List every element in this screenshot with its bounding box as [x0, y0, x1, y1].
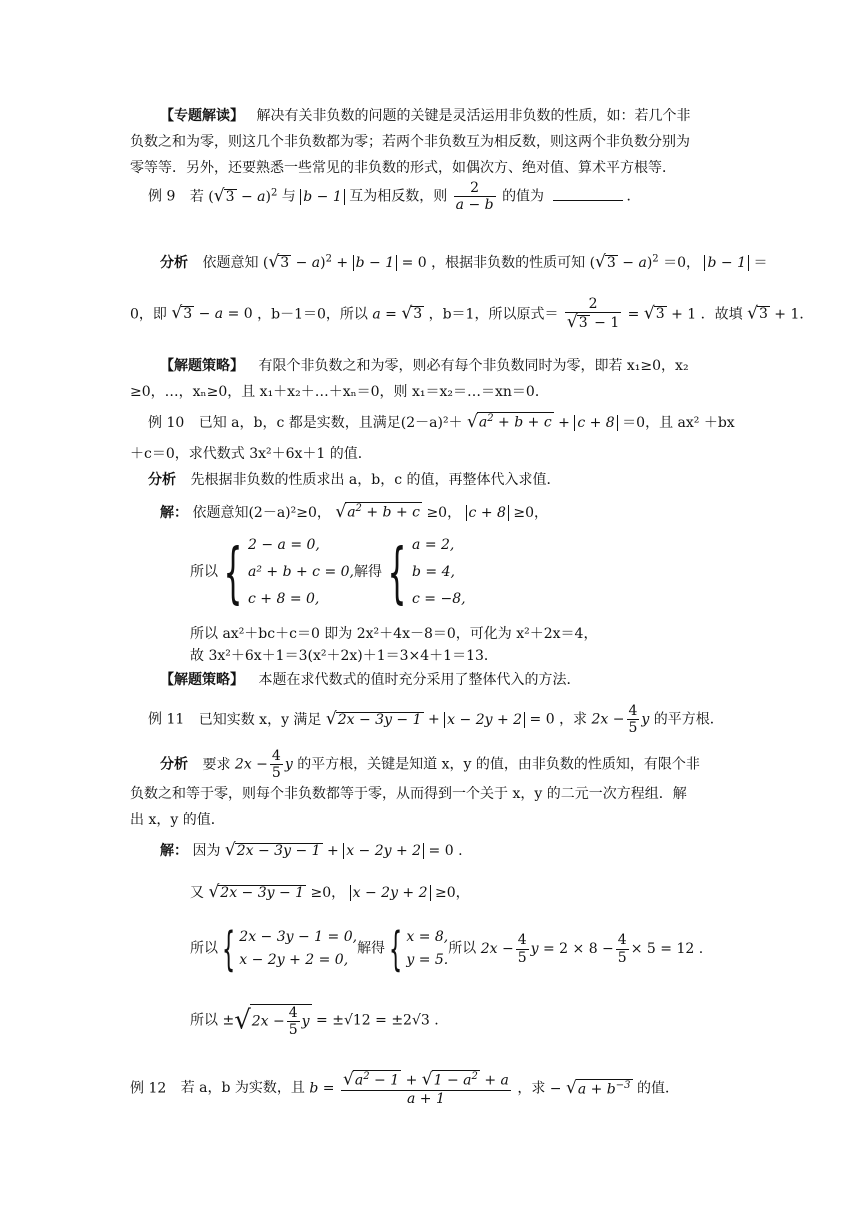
intro-line-3: 零等等．另外，还要熟悉一些常见的非负数的形式，如偶次方、绝对值、算术平方根等．	[130, 160, 676, 176]
solution-11-line-1: 解： 因为 √2x − 3y − 1 + x − 2y + 2 = 0 .	[160, 840, 463, 860]
example-label: 例 12	[130, 1080, 167, 1097]
intro-text-1: 解决有关非负数的问题的关键是灵活运用非负数的性质，如：若几个非	[256, 108, 691, 124]
solution-tag: 解：	[160, 505, 188, 521]
analysis-9-line-1: 分析 依题意知 $(√3 - a)^2 + b - 1 = 0$ ，根据非负数的性质可知 $(√3 - a)^2 =0$， b − 1 ＝	[160, 252, 768, 272]
math-expr: $(√3 - a)^2$	[208, 185, 278, 206]
abs-expr: b − 1	[300, 189, 345, 205]
solution-11-final: 所以 ±√2x − $\frac{4}{5}$ y = ±√12 = ±2√3 .	[190, 1005, 439, 1039]
topic-tag: 【专题解读】	[160, 108, 244, 124]
solution-11-system: 所以{ 2x − 3y − 1 = 0, x − 2y + 2 = 0, 解得{ x = 8, y = 5. 所以 2x − $\frac{4}{5}$ y = 2 × 8 − $\frac{4}{5}$ × 5 = 12 .	[190, 922, 704, 976]
answer-blank	[553, 200, 623, 201]
strategy-2: 【解题策略】 本题在求代数式的值时充分采用了整体代入的方法．	[160, 672, 581, 688]
example-label: 例 9	[148, 188, 176, 205]
analysis-11-line-2: 负数之和等于零，则每个非负数都等于零，从而得到一个关于 x，y 的二元一次方程组．解	[130, 786, 687, 802]
analysis-11-line-3: 出 x，y 的值．	[130, 812, 225, 828]
solution-10-system: 所以{ 2 − a = 0, a² + b + c = 0, c + 8 = 0, 解得{ a = 2, b = 4, c = −8,	[190, 532, 466, 613]
example-label: 例 11	[148, 711, 185, 728]
analysis-9-line-2: 0，即 √3 − a = 0 ，b－1＝0，所以 a = √3 ，b＝1，所以原式＝ $\frac{2}{√3 - 1}$ = √3 + 1 ．故填 √3 + 1．	[130, 296, 814, 333]
strategy-1-line-1: 【解题策略】 有限个非负数之和为零，则必有每个非负数同时为零，即若 x₁≥0，x₂	[160, 358, 689, 374]
fraction: $\frac{2}{a - b}$	[455, 180, 494, 214]
example-9: 例 9 若 $(√3 - a)^2$ 与 b − 1 互为相反数，则 $\frac{2}{a - b}$ 的值为 ．	[148, 180, 641, 214]
example-10-line-2: ＋c＝0，求代数式 3x²＋6x＋1 的值．	[130, 446, 372, 462]
intro-line-1	[160, 108, 690, 125]
example-10-line-1: 例 10 已知 a，b，c 都是实数，且满足$(2-a)^2+ √a^2 + b + c + c + 8 =0$，且 ax² ＋bx	[148, 412, 735, 432]
solution-10-line-3: 所以 ax²＋bc＋c＝0 即为 2x²＋4x－8＝0，可化为 x²＋2x＝4，	[190, 626, 598, 642]
equation-system: 2x − 3y − 1 = 0, x − 2y + 2 = 0,	[239, 929, 358, 968]
strategy-1-line-2: ≥0，…，xₙ≥0，且 x₁＋x₂＋…＋xₙ＝0，则 x₁＝x₂＝…＝xn＝0．	[130, 384, 549, 400]
analysis-tag: 分析	[160, 255, 188, 271]
solution-11-line-2: 又 √2x − 3y − 1 ≥0， x − 2y + 2 ≥0，	[190, 882, 470, 902]
solution-10-line-4: 故 3x²＋6x＋1＝3(x²＋2x)＋1＝3×4＋1＝13．	[190, 648, 498, 664]
strategy-tag: 【解题策略】	[160, 672, 244, 688]
solution-system: x = 8, y = 5.	[406, 929, 449, 968]
analysis-tag: 分析	[148, 472, 176, 488]
analysis-10: 分析 先根据非负数的性质求出 a，b，c 的值，再整体代入求值．	[148, 472, 561, 488]
example-label: 例 10	[148, 415, 185, 431]
equation-system: 2 − a = 0, a² + b + c = 0, c + 8 = 0,	[248, 537, 355, 607]
solution-10-line-1: 解： 依题意知(2－a)²≥0， $√a^2 + b + c \ge 0$， c + 8 ≥0，	[160, 502, 549, 522]
fraction: $\frac{√a^2 - 1 + √1 - a^2 + a}{a + 1}$	[343, 1069, 509, 1108]
example-11: 例 11 已知实数 x，y 满足 √2x − 3y − 1 + x − 2y + 2 = 0 ，求 2x − $\frac{4}{5}$ y 的平方根．	[148, 703, 724, 737]
intro-line-2: 负数之和为零，则这几个非负数都为零；若两个非负数互为相反数，则这两个非负数分别为	[130, 134, 690, 150]
example-12: 例 12 若 a，b 为实数，且 b = $\frac{√a^2 - 1 + √1 - a^2 + a}{a + 1}$ ，求 − $√a + b^{-3}$ 的值．	[130, 1069, 679, 1108]
strategy-tag: 【解题策略】	[160, 358, 244, 374]
solution-system: a = 2, b = 4, c = −8,	[412, 537, 466, 607]
analysis-tag: 分析	[160, 756, 188, 773]
solution-tag: 解：	[160, 843, 188, 859]
analysis-11-line-1: 分析 要求 2x − $\frac{4}{5}$ y 的平方根，关键是知道 x，y 的值，由非负数的性质知，有限个非	[160, 748, 700, 782]
